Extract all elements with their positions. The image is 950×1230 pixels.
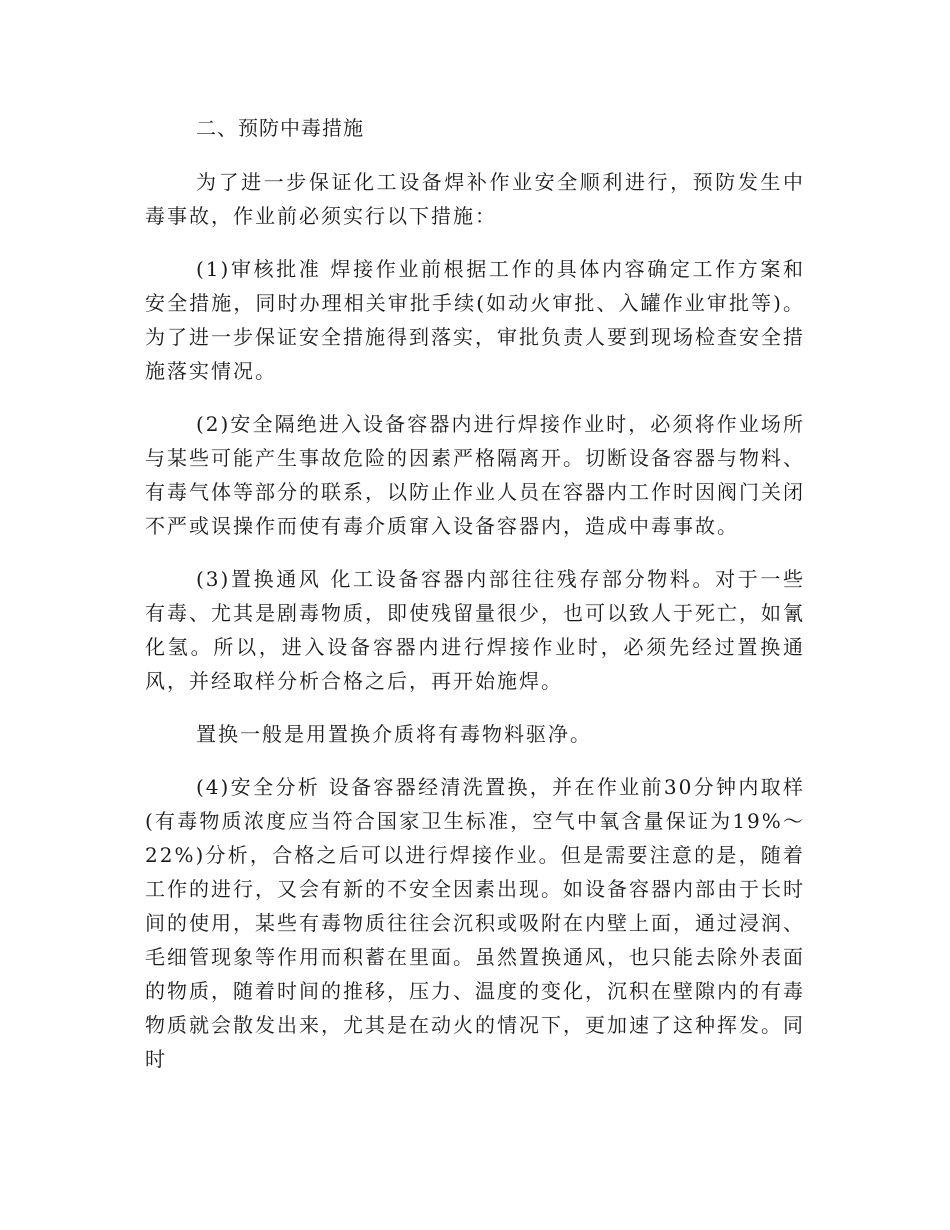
- replacement-note-paragraph: 置换一般是用置换介质将有毒物料驱净。: [196, 722, 592, 746]
- intro-paragraph: 为了进一步保证化工设备焊补作业安全顺利进行，预防发生中毒事故，作业前必须实行以下措施：: [145, 170, 805, 228]
- measure-4-paragraph: (4)安全分析 设备容器经清洗置换，并在作业前30分钟内取样(有毒物质浓度应当符合国家卫生标准，空气中氧含量保证为19%～22%)分析，合格之后可以进行焊接作业。但是需要注意的是，随着工作的进行，又会有新的不安全因素出现。如设备容器内部由于长时间的使用，某些有毒物质往往会沉积或吸附在内壁上面，通过浸润、毛细管现象等作用而积蓄在里面。虽然置换通风，也只能去除外表面的物质，随着时间的推移，压力、温度的变化，沉积在壁隙内的有毒物质就会散发出来，尤其是在动火的情况下，更加速了这种挥发。同时: [145, 775, 805, 1071]
- document-page: [145, 112, 805, 1095]
- measure-2-paragraph: (2)安全隔绝进入设备容器内进行焊接作业时，必须将作业场所与某些可能产生事故危险的因素严格隔离开。切断设备容器与物料、有毒气体等部分的联系，以防止作业人员在容器内工作时因阀门关闭不严或误操作而使有毒介质窜入设备容器内，造成中毒事故。: [145, 412, 805, 538]
- measure-3-paragraph: (3)置换通风 化工设备容器内部往往残存部分物料。对于一些有毒、尤其是剧毒物质，即使残留量很少，也可以致人于死亡，如氰化氢。所以，进入设备容器内进行焊接作业时，必须先经过置换通风，并经取样分析合格之后，再开始施焊。: [145, 567, 805, 693]
- section-heading: 二、预防中毒措施: [196, 116, 364, 140]
- measure-1-paragraph: (1)审核批准 焊接作业前根据工作的具体内容确定工作方案和安全措施，同时办理相关审批手续(如动火审批、入罐作业审批等)。为了进一步保证安全措施得到落实，审批负责人要到现场检查安全措施落实情况。: [145, 257, 805, 383]
